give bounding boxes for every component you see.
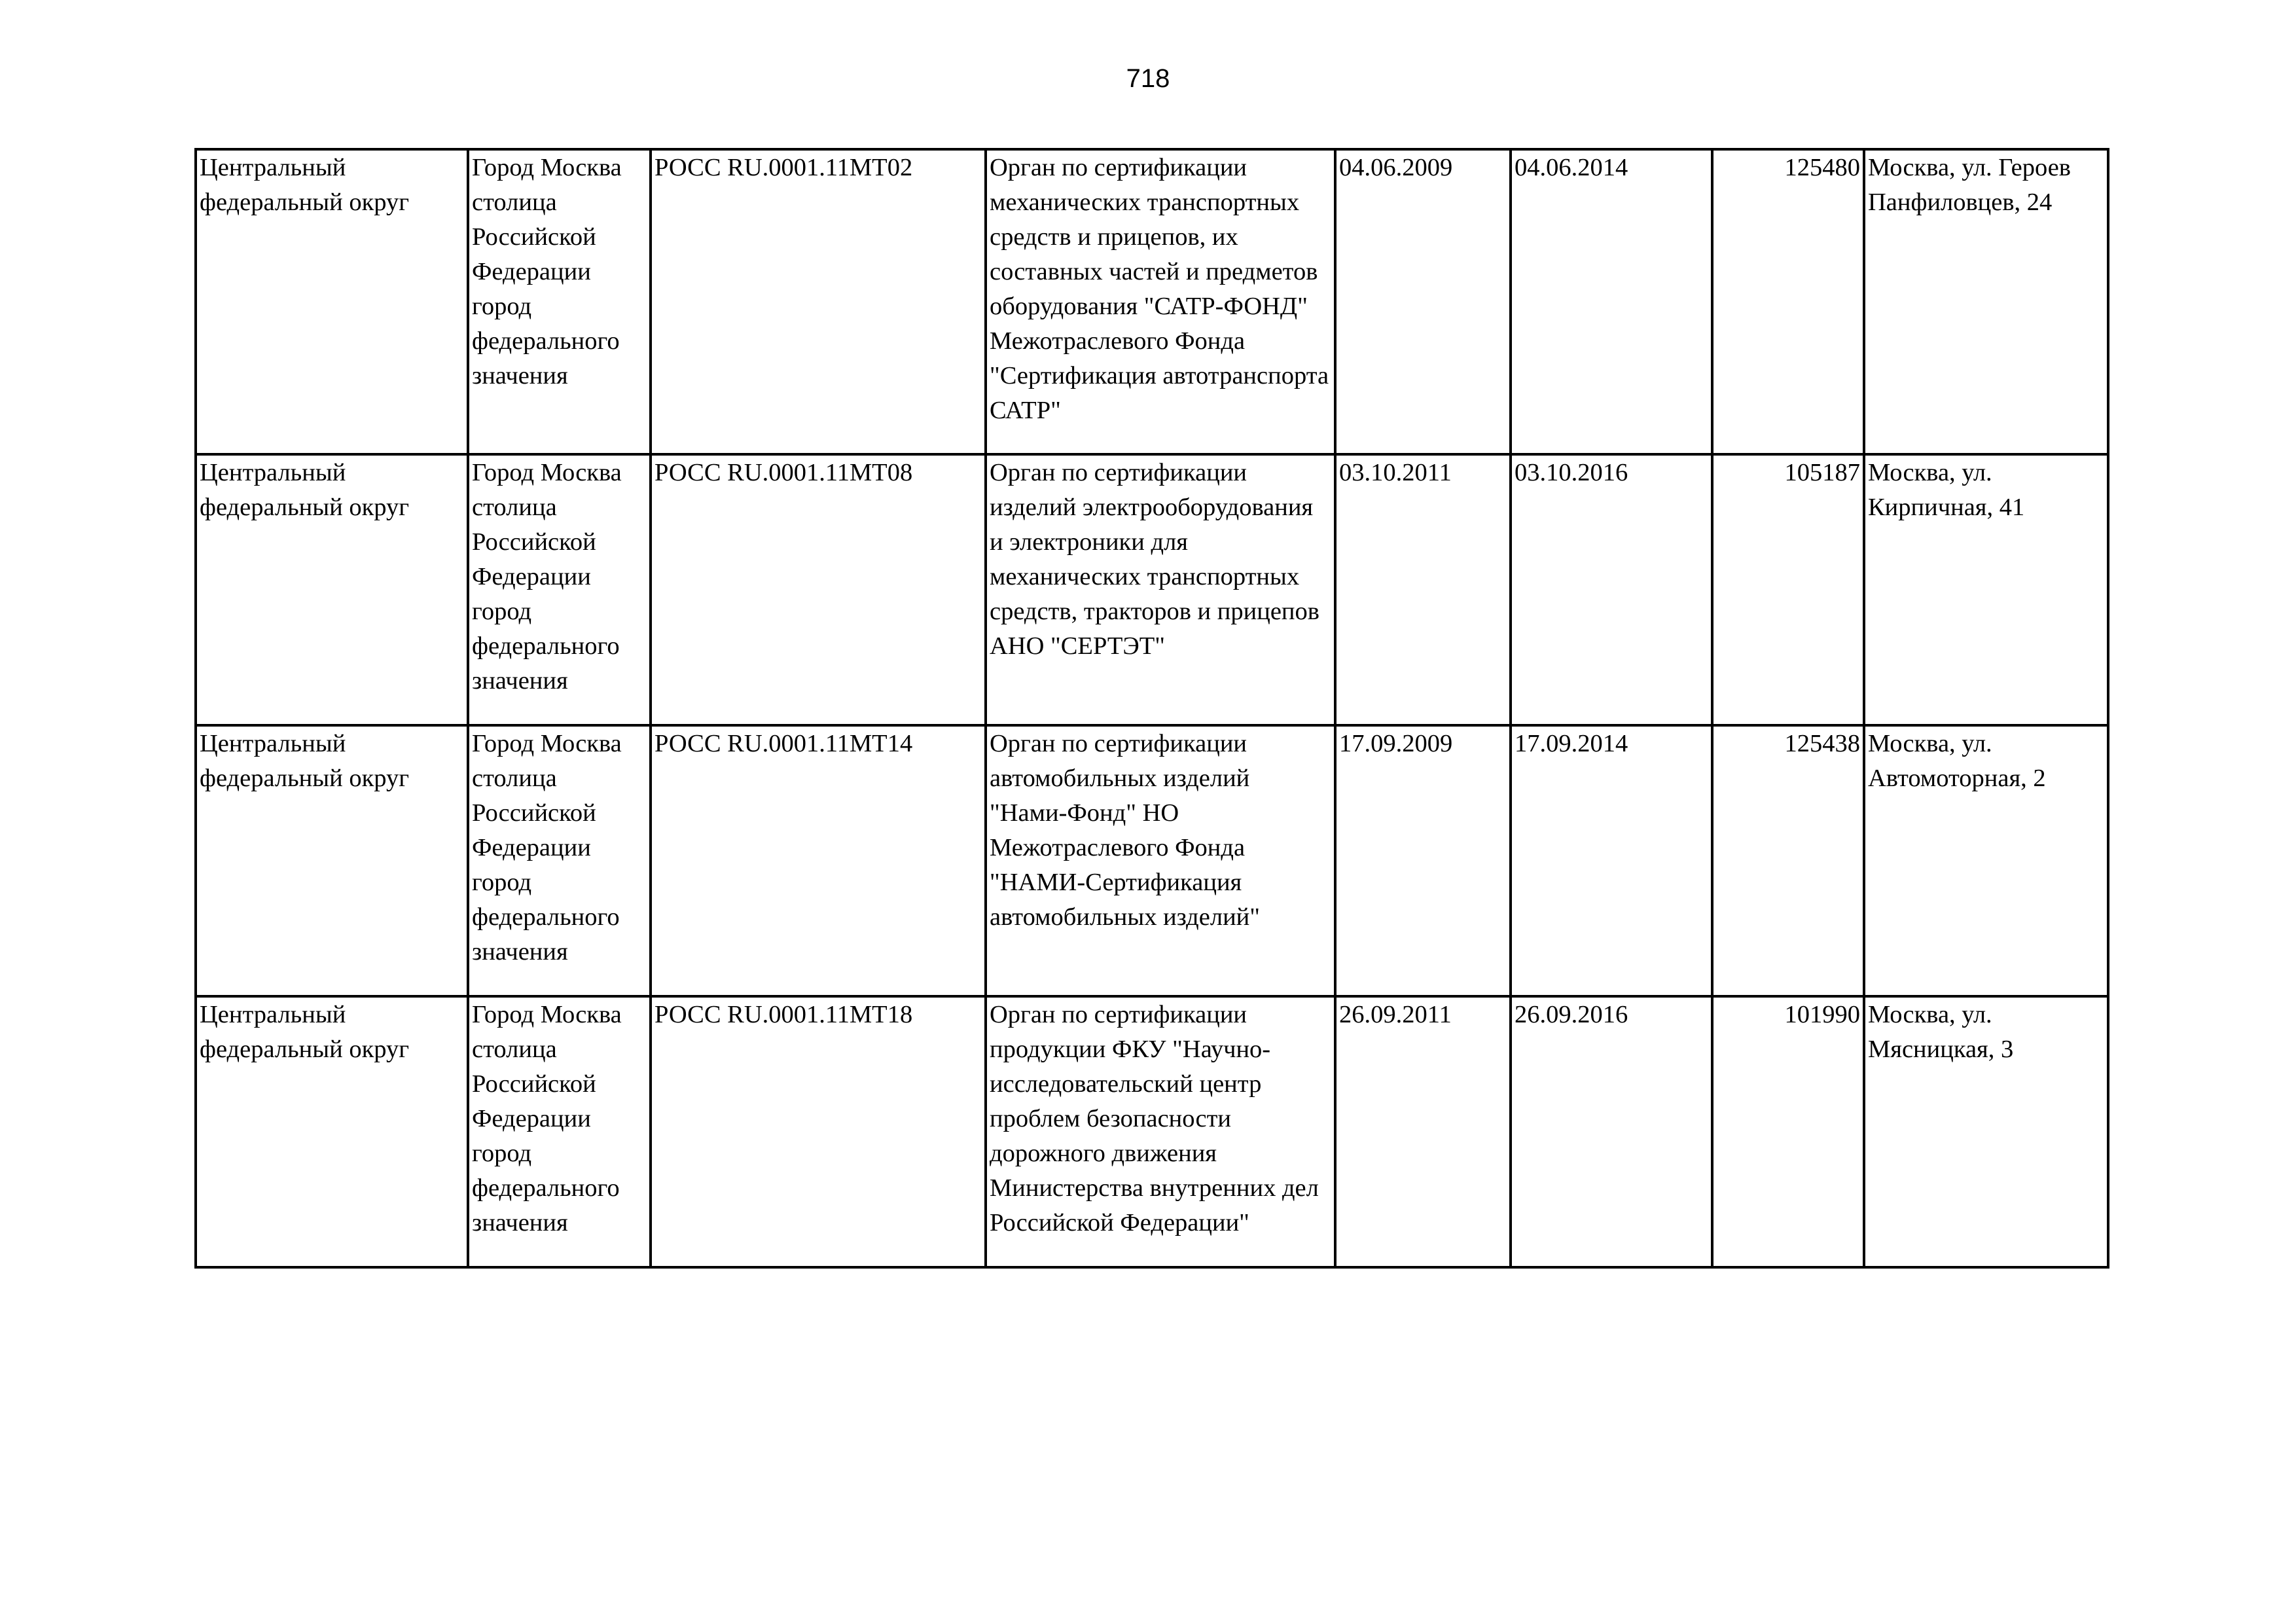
body-name-cell: Орган по сертификации механических транспортных средств и прицепов, их составных частей и предметов оборудования "САТР-ФОНД" Межотраслевого Фонда "Сертификация автотранспорта САТР": [986, 149, 1335, 454]
subject-cell: Город Москва столица Российской Федерации город федерального значения: [468, 725, 651, 996]
subject-cell: Город Москва столица Российской Федерации город федерального значения: [468, 149, 651, 454]
date-to-cell: 17.09.2014: [1511, 725, 1712, 996]
district-cell: Центральный федеральный округ: [196, 454, 468, 725]
date-to-cell: 03.10.2016: [1511, 454, 1712, 725]
table-row: [196, 149, 2108, 454]
table-row: [196, 996, 2108, 1267]
postcode-cell: 101990: [1712, 996, 1864, 1267]
reg-number-cell: РОСС RU.0001.11МТ18: [651, 996, 986, 1267]
district-cell: Центральный федеральный округ: [196, 725, 468, 996]
subject-cell: Город Москва столица Российской Федерации город федерального значения: [468, 996, 651, 1267]
date-from-cell: 04.06.2009: [1335, 149, 1511, 454]
body-name-cell: Орган по сертификации изделий электрооборудования и электроники для механических транспортных средств, тракторов и прицепов АНО "СЕРТЭТ": [986, 454, 1335, 725]
date-from-cell: 03.10.2011: [1335, 454, 1511, 725]
certification-bodies-table: [194, 148, 2109, 1269]
body-name-cell: Орган по сертификации автомобильных изделий "Нами-Фонд" НО Межотраслевого Фонда "НАМИ-Сертификация автомобильных изделий": [986, 725, 1335, 996]
page-number: 718: [1126, 64, 1170, 93]
address-cell: Москва, ул. Кирпичная, 41: [1864, 454, 2108, 725]
date-to-cell: 04.06.2014: [1511, 149, 1712, 454]
district-cell: Центральный федеральный округ: [196, 149, 468, 454]
district-cell: Центральный федеральный округ: [196, 996, 468, 1267]
postcode-cell: 125480: [1712, 149, 1864, 454]
date-from-cell: 17.09.2009: [1335, 725, 1511, 996]
body-name-cell: Орган по сертификации продукции ФКУ "Научно-исследовательский центр проблем безопасности дорожного движения Министерства внутренних дел Российской Федерации": [986, 996, 1335, 1267]
postcode-cell: 105187: [1712, 454, 1864, 725]
table-row: [196, 454, 2108, 725]
reg-number-cell: РОСС RU.0001.11МТ02: [651, 149, 986, 454]
reg-number-cell: РОСС RU.0001.11МТ14: [651, 725, 986, 996]
date-to-cell: 26.09.2016: [1511, 996, 1712, 1267]
date-from-cell: 26.09.2011: [1335, 996, 1511, 1267]
reg-number-cell: РОСС RU.0001.11МТ08: [651, 454, 986, 725]
subject-cell: Город Москва столица Российской Федерации город федерального значения: [468, 454, 651, 725]
table-row: [196, 725, 2108, 996]
address-cell: Москва, ул. Автомоторная, 2: [1864, 725, 2108, 996]
address-cell: Москва, ул. Героев Панфиловцев, 24: [1864, 149, 2108, 454]
address-cell: Москва, ул. Мясницкая, 3: [1864, 996, 2108, 1267]
postcode-cell: 125438: [1712, 725, 1864, 996]
